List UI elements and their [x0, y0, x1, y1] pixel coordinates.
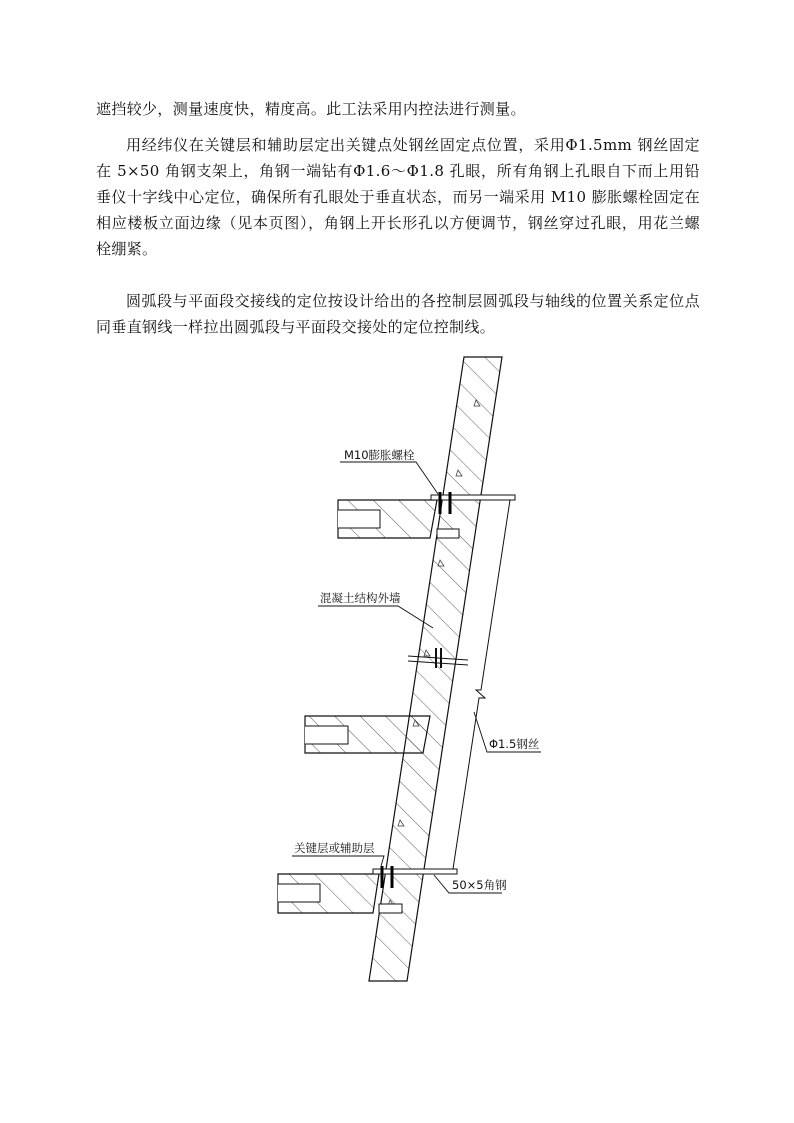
- paragraph-1: 遮挡较少，测量速度快，精度高。此工法采用内控法进行测量。: [96, 100, 526, 118]
- label-wall: 混凝土结构外墙: [320, 591, 401, 605]
- paragraph-3: 圆弧段与平面段交接线的定位按设计给出的各控制层圆弧段与轴线的位置关系定位点同垂直钢线一样拉出圆弧段与平面段交接处的定位控制线。: [96, 292, 700, 336]
- label-bolt: M10膨胀螺栓: [344, 448, 415, 462]
- floor-leader: [292, 856, 384, 866]
- lower-angle-steel: [373, 869, 457, 874]
- upper-angle-steel: [431, 495, 515, 500]
- bolt-leader: [340, 462, 438, 494]
- paragraph-2: 用经纬仪在关键层和辅助层定出关键点处钢丝固定点位置，采用Φ1.5mm 钢丝固定在 5×50 角钢支架上，角钢一端钻有Φ1.6～Φ1.8 孔眼，所有角钢上孔眼自下而上用铅垂仪十字线中心定位，确保所有孔眼处于垂直状态，而另一端采用 M10 膨胀螺栓固定在相应楼板立面边缘（见本页图），角钢上开长形孔以方便调节，钢丝穿过孔眼，用花兰螺栓绷紧。: [96, 136, 700, 258]
- middle-floor-slab: [305, 716, 430, 753]
- label-angle: 50×5角钢: [452, 878, 507, 892]
- wire-fixing-diagram: [0, 340, 794, 1000]
- wall-leader: [318, 606, 433, 628]
- label-wire: Φ1.5钢丝: [489, 737, 540, 751]
- label-floor: 关键层或辅助层: [294, 841, 375, 855]
